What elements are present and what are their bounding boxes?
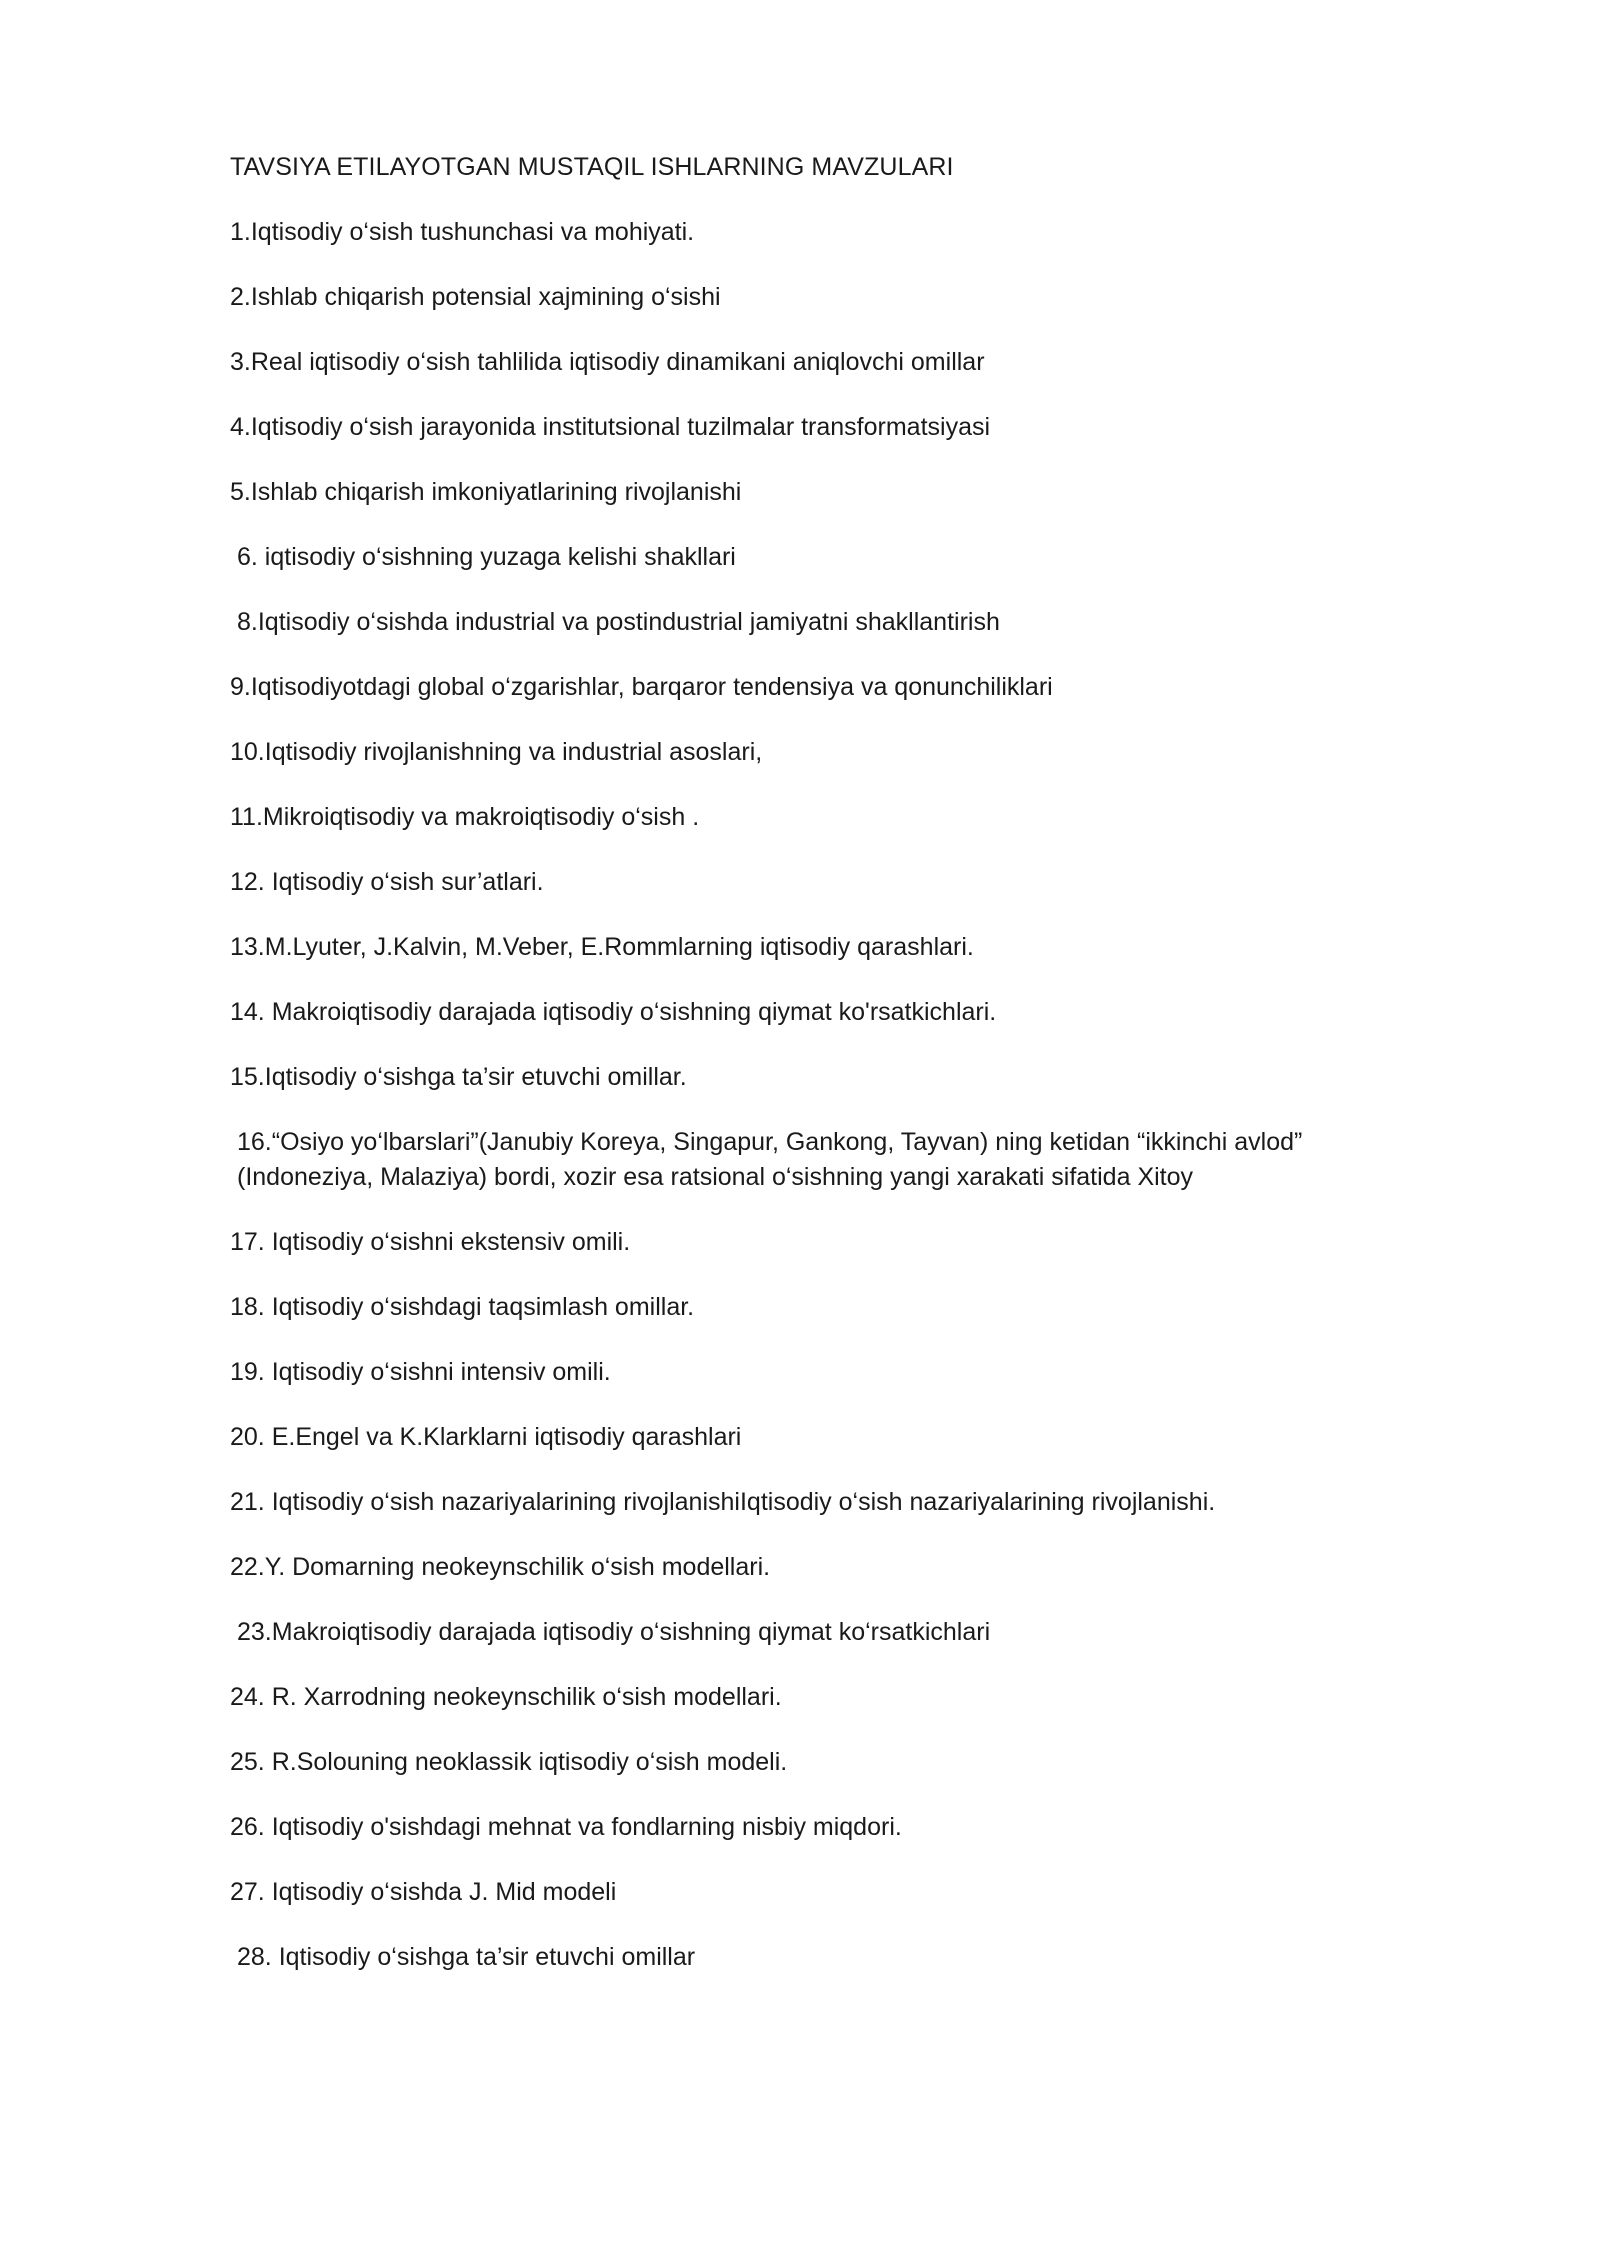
list-item: 22.Y. Domarning neokeynschilik o‘sish modellari. [230, 1552, 771, 1581]
list-item: 3.Real iqtisodiy o‘sish tahlilida iqtisodiy dinamikani aniqlovchi omillar [230, 348, 985, 376]
list-item: 11.Mikroiqtisodiy va makroiqtisodiy o‘sish . [230, 803, 700, 831]
list-item: 21. Iqtisodiy o‘sish nazariyalarining rivojlanishiIqtisodiy o‘sish nazariyalarining rivojlanishi. [230, 1487, 1216, 1516]
list-item: 8.Iqtisodiy o‘sishda industrial va postindustrial jamiyatni shakllantirish [237, 608, 1000, 636]
list-item: 9.Iqtisodiyotdagi global o‘zgarishlar, barqaror tendensiya va qonunchiliklari [230, 673, 1053, 701]
list-item: 24. R. Xarrodning neokeynschilik o‘sish modellari. [230, 1682, 782, 1711]
list-item: 6. iqtisodiy o‘sishning yuzaga kelishi shakllari [237, 543, 736, 571]
list-item: 4.Iqtisodiy o‘sish jarayonida institutsional tuzilmalar transformatsiyasi [230, 413, 991, 441]
list-item: 16.“Osiyo yo‘lbarslari”(Janubiy Koreya, Singapur, Gankong, Tayvan) ning ketidan “ikkinchi avlod” (Indoneziya, Malaziya) bordi, xozir esa ratsional o‘sishning yangi xarakati sifatida Xitoy [237, 1128, 1310, 1191]
list-item: 25. R.Solouning neoklassik iqtisodiy o‘sish modeli. [230, 1747, 788, 1776]
list-item: 15.Iqtisodiy o‘sishga ta’sir etuvchi omillar. [230, 1063, 687, 1091]
document-title: TAVSIYA ETILAYOTGAN MUSTAQIL ISHLARNING MAVZULARI [230, 153, 954, 181]
list-item: 10.Iqtisodiy rivojlanishning va industrial asoslari, [230, 738, 763, 766]
list-item: 1.Iqtisodiy o‘sish tushunchasi va mohiyati. [230, 218, 695, 246]
list-item: 26. Iqtisodiy o'sishdagi mehnat va fondlarning nisbiy miqdori. [230, 1812, 902, 1841]
list-item: 2.Ishlab chiqarish potensial xajmining o‘sishi [230, 283, 721, 311]
list-item: 20. E.Engel va K.Klarklarni iqtisodiy qarashlari [230, 1422, 742, 1451]
list-item: 17. Iqtisodiy o‘sishni ekstensiv omili. [230, 1227, 631, 1256]
list-item: 18. Iqtisodiy o‘sishdagi taqsimlash omillar. [230, 1292, 695, 1321]
document-content [230, 150, 1410, 2005]
list-item: 13.M.Lyuter, J.Kalvin, M.Veber, E.Rommlarning iqtisodiy qarashlari. [230, 933, 974, 961]
list-item: 19. Iqtisodiy o‘sishni intensiv omili. [230, 1357, 611, 1386]
list-item: 5.Ishlab chiqarish imkoniyatlarining rivojlanishi [230, 478, 742, 506]
list-item: 12. Iqtisodiy o‘sish sur’atlari. [230, 868, 544, 896]
list-item: 14. Makroiqtisodiy darajada iqtisodiy o‘sishning qiymat ko'rsatkichlari. [230, 998, 997, 1026]
list-item: 28. Iqtisodiy o‘sishga ta’sir etuvchi omillar [237, 1942, 696, 1971]
list-item: 27. Iqtisodiy o‘sishda J. Mid modeli [230, 1877, 617, 1906]
list-item: 23.Makroiqtisodiy darajada iqtisodiy o‘sishning qiymat ko‘rsatkichlari [237, 1617, 991, 1646]
